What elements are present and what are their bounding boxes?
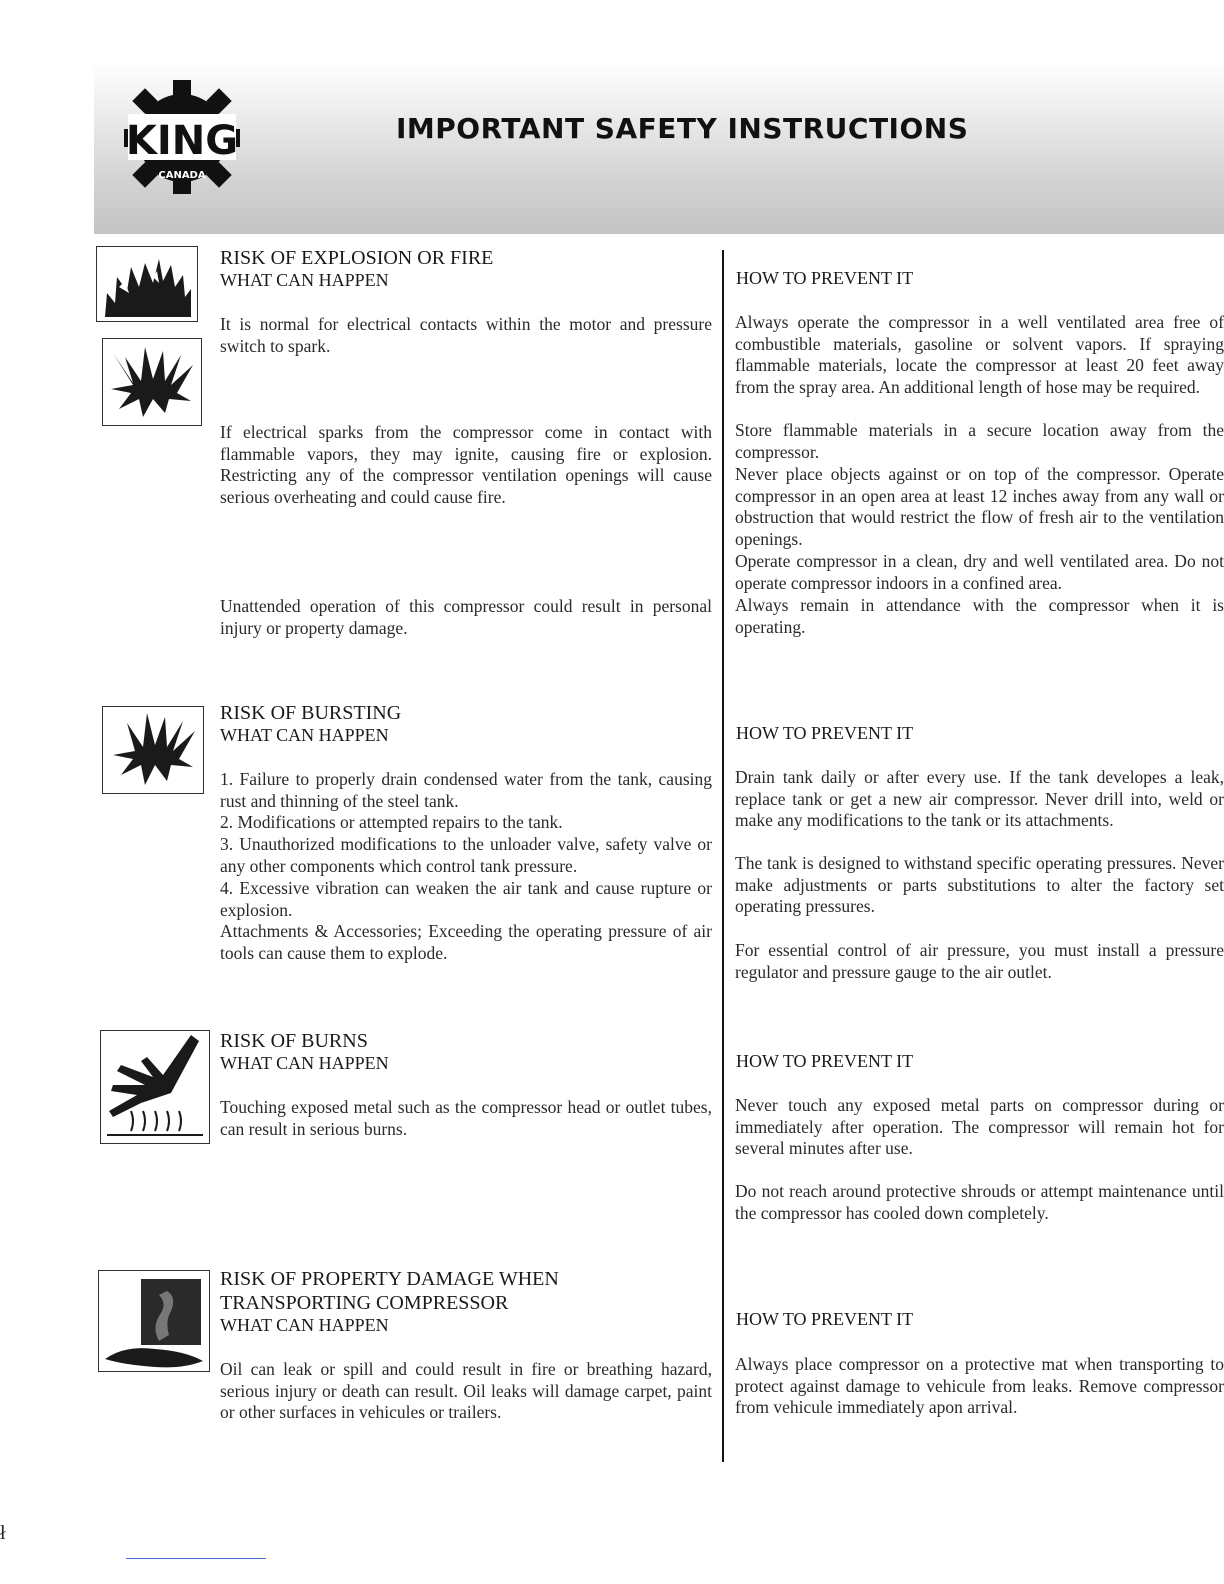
- prevention-text: Always operate the compressor in a well ventilated area free of combustible materials, gasoline or solvent vapors. If spraying flammable materials, locate the compressor at least 20 feet away from the spray area. An additional length of hose may be required.: [735, 312, 1224, 398]
- prevention-text: Drain tank daily or after every use. If the tank developes a leak, replace tank or get a new air compressor. Never drill into, weld or make any modifications to the tank or its attachments.: [735, 767, 1224, 831]
- how-to-prevent-heading: HOW TO PREVENT IT: [736, 268, 914, 288]
- explosion-hazard-icon: [102, 338, 202, 426]
- hazard-text: Unattended operation of this compressor could result in personal injury or property damage.: [220, 596, 712, 638]
- page-title: IMPORTANT SAFETY INSTRUCTIONS: [396, 112, 969, 145]
- section-title-bursting: RISK OF BURSTING: [220, 702, 402, 724]
- what-can-happen-heading: WHAT CAN HAPPEN: [220, 1315, 389, 1335]
- bursting-hazard-icon: [102, 706, 204, 794]
- hazard-text: Attachments & Accessories; Exceeding the operating pressure of air tools can cause them to explode.: [220, 921, 712, 963]
- column-divider: [722, 250, 724, 1462]
- oil-spill-hazard-icon: [98, 1270, 210, 1372]
- section-title-explosion-fire: RISK OF EXPLOSION OR FIRE: [220, 247, 494, 269]
- prevention-text: Never touch any exposed metal parts on compressor during or immediately after operation. The compressor will remain hot for several minutes after use.: [735, 1095, 1224, 1159]
- section-title-property-damage: RISK OF PROPERTY DAMAGE WHEN TRANSPORTING COMPRESSOR: [220, 1268, 559, 1314]
- fire-hazard-icon: [96, 246, 198, 322]
- how-to-prevent-heading: HOW TO PREVENT IT: [736, 1051, 914, 1071]
- prevention-text: For essential control of air pressure, you must install a pressure regulator and pressure gauge to the air outlet.: [735, 940, 1224, 982]
- hazard-text: 4. Excessive vibration can weaken the air tank and cause rupture or explosion.: [220, 878, 712, 920]
- footer-rule: [126, 1558, 266, 1559]
- logo-main-text: KING: [125, 118, 239, 164]
- what-can-happen-heading: WHAT CAN HAPPEN: [220, 270, 389, 290]
- hazard-text: 3. Unauthorized modifications to the unloader valve, safety valve or any other components which control tank pressure.: [220, 834, 712, 876]
- prevention-text: Operate compressor in a clean, dry and well ventilated area. Do not operate compressor indoors in a confined area.: [735, 551, 1224, 593]
- prevention-text: Always place compressor on a protective mat when transporting to protect against damage to vehicule from leaks. Remove compressor from vehicule immediately apon arrival.: [735, 1354, 1224, 1418]
- hazard-text: Touching exposed metal such as the compressor head or outlet tubes, can result in serious burns.: [220, 1097, 712, 1139]
- prevention-text: Never place objects against or on top of the compressor. Operate compressor in an open area at least 12 inches away from any wall or obstruction that would restrict the flow of fresh air to the ventilation openings.: [735, 464, 1224, 550]
- burn-hazard-icon: [100, 1030, 210, 1144]
- hazard-text: It is normal for electrical contacts within the motor and pressure switch to spark.: [220, 314, 712, 356]
- header-band: [94, 62, 1224, 234]
- king-canada-logo: [124, 78, 240, 196]
- what-can-happen-heading: WHAT CAN HAPPEN: [220, 725, 389, 745]
- prevention-text: The tank is designed to withstand specific operating pressures. Never make adjustments or parts substitutions to alter the factory set operating pressures.: [735, 853, 1224, 917]
- prevention-text: Store flammable materials in a secure location away from the compressor.: [735, 420, 1224, 462]
- hazard-text: Oil can leak or spill and could result in fire or breathing hazard, serious injury or death can result. Oil leaks will damage carpet, paint or other surfaces in vehicules or trailers.: [220, 1359, 712, 1423]
- what-can-happen-heading: WHAT CAN HAPPEN: [220, 1053, 389, 1073]
- how-to-prevent-heading: HOW TO PREVENT IT: [736, 1309, 914, 1329]
- page-edge-mark: ł: [0, 1522, 6, 1544]
- logo-sub-text: CANADA: [158, 170, 206, 181]
- hazard-text: 2. Modifications or attempted repairs to the tank.: [220, 812, 563, 832]
- prevention-text: Always remain in attendance with the compressor when it is operating.: [735, 595, 1224, 637]
- hazard-text: If electrical sparks from the compressor come in contact with flammable vapors, they may ignite, causing fire or explosion. Restricting any of the compressor ventilation openings will cause serious overheating and could cause fire.: [220, 422, 712, 508]
- how-to-prevent-heading: HOW TO PREVENT IT: [736, 723, 914, 743]
- hazard-text: 1. Failure to properly drain condensed water from the tank, causing rust and thinning of the steel tank.: [220, 769, 712, 811]
- prevention-text: Do not reach around protective shrouds or attempt maintenance until the compressor has cooled down completely.: [735, 1181, 1224, 1223]
- section-title-burns: RISK OF BURNS: [220, 1030, 368, 1052]
